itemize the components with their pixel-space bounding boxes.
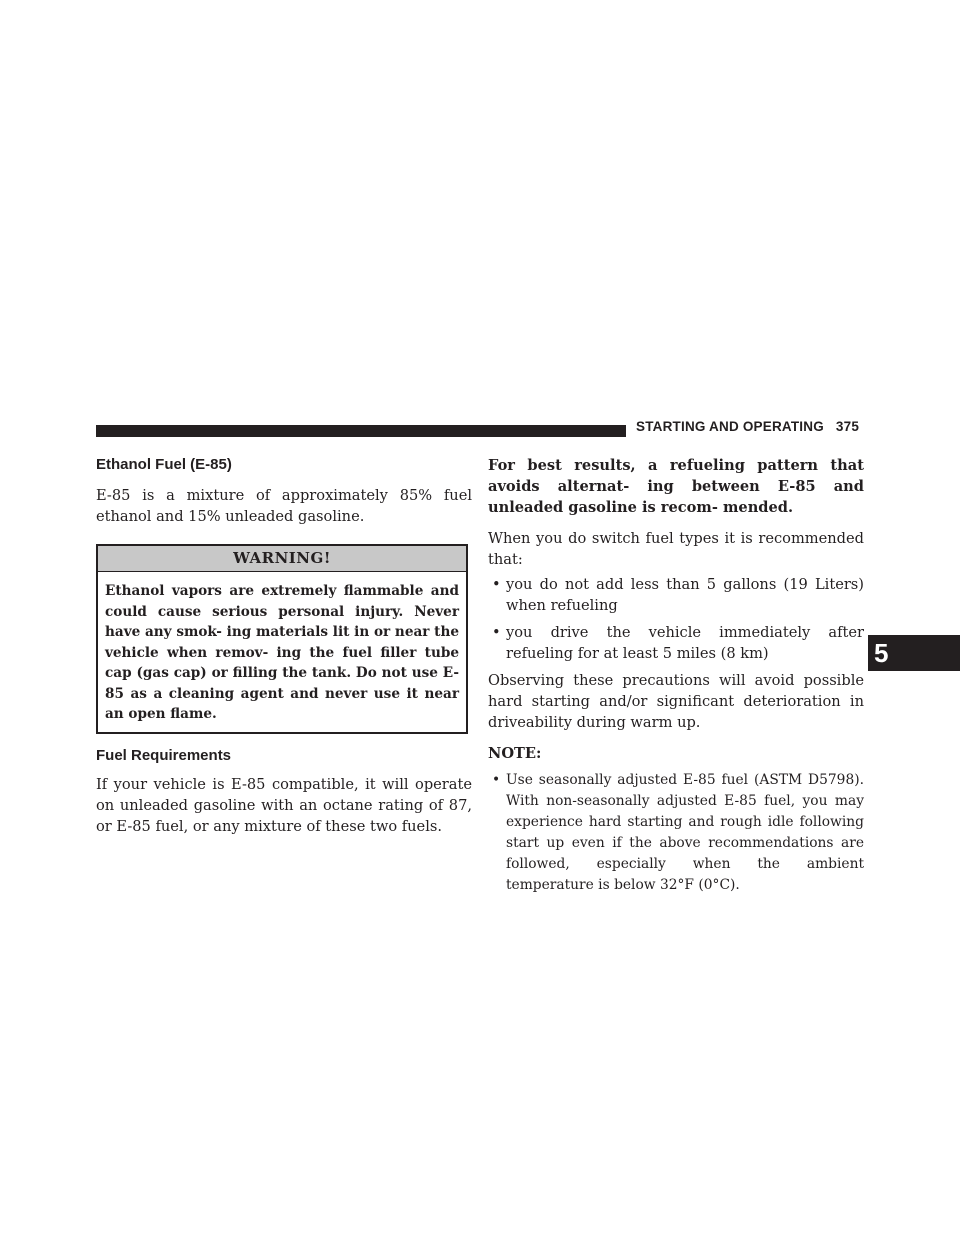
ethanol-intro-paragraph: E-85 is a mixture of approximately 85% fuel ethanol and 15% unleaded gasoline. bbox=[96, 487, 472, 525]
bullet-icon: • bbox=[492, 576, 501, 593]
warning-text: Ethanol vapors are extremely flammable and could cause serious personal injury. Never have any smok- ing materials lit in or near the vehicle when remov- ing the fuel filler tube cap (gas cap) or filling the tank. Do not use E-85 as a cleaning agent and never use it near an open flame. bbox=[105, 583, 459, 722]
heading-fuel-requirements: Fuel Requirements bbox=[96, 746, 232, 764]
switch-fuel-paragraph: When you do switch fuel types it is recommended that: bbox=[488, 530, 864, 568]
running-header bbox=[636, 419, 859, 434]
left-column bbox=[96, 455, 472, 837]
heading-ethanol-fuel: Ethanol Fuel (E-85) bbox=[96, 456, 232, 473]
bullet-icon: • bbox=[492, 772, 501, 788]
precautions-paragraph: Observing these precautions will avoid possible hard starting and/or significant deterioration in driveability during warm up. bbox=[488, 672, 864, 731]
list-item-text: Use seasonally adjusted E-85 fuel (ASTM D5798). With non-seasonally adjusted E-85 fuel, you may experience hard starting and rough idle following start up even if the above recommendations are followed, especially when the ambient temperature is below 32°F (0°C). bbox=[506, 772, 864, 893]
bullet-icon: • bbox=[492, 624, 501, 641]
right-column bbox=[488, 455, 864, 902]
warning-title: WARNING! bbox=[98, 546, 466, 572]
list-item bbox=[488, 574, 864, 616]
header-rule bbox=[96, 425, 626, 437]
page-number: 375 bbox=[835, 419, 860, 434]
refueling-pattern-paragraph: For best results, a refueling pattern that avoids alternat- ing between E-85 and unleaded gasoline is recom- mended. bbox=[488, 457, 864, 516]
section-title: STARTING AND OPERATING bbox=[636, 419, 824, 434]
fuel-requirements-paragraph: If your vehicle is E-85 compatible, it will operate on unleaded gasoline with an octane rating of 87, or E-85 fuel, or any mixture of these two fuels. bbox=[96, 775, 472, 835]
list-item bbox=[488, 622, 864, 664]
warning-box bbox=[96, 544, 468, 734]
chapter-tab: 5 bbox=[868, 635, 960, 671]
list-item-text: you do not add less than 5 gallons (19 Liters) when refueling bbox=[506, 576, 864, 614]
list-item bbox=[488, 770, 864, 896]
note-label: NOTE: bbox=[488, 745, 542, 762]
note-list bbox=[488, 770, 864, 896]
list-item-text: you drive the vehicle immediately after refueling for at least 5 miles (8 km) bbox=[506, 624, 864, 662]
recommendation-list bbox=[488, 574, 864, 664]
